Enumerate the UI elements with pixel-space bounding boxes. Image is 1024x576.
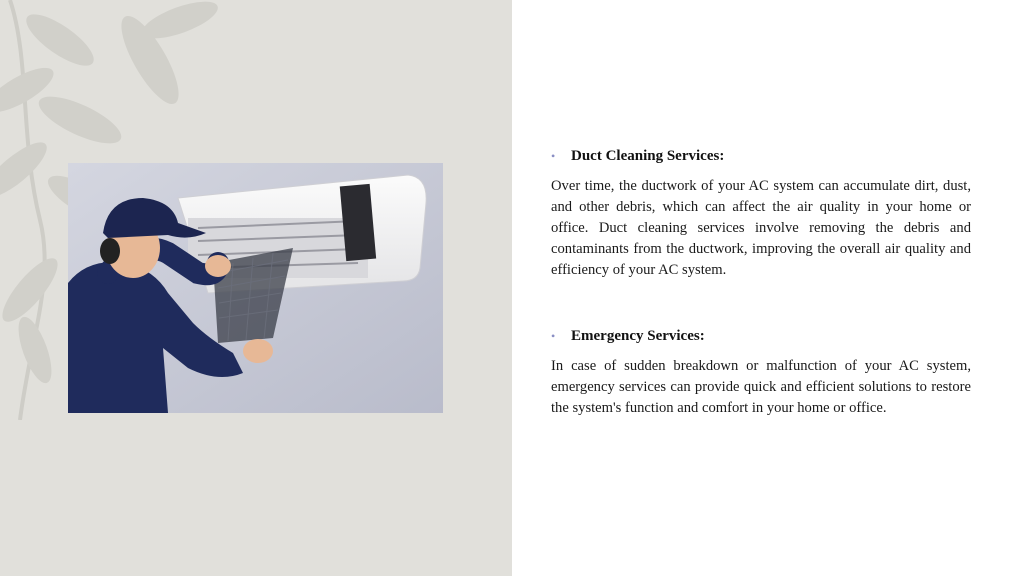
bullet-icon: • [551, 149, 556, 163]
section-heading-row [551, 146, 971, 166]
bullet-icon: • [551, 329, 556, 343]
section-heading: Duct Cleaning Services: [571, 148, 725, 164]
content-panel [512, 0, 1024, 576]
service-section-duct-cleaning [551, 146, 971, 281]
technician-ac-photo [68, 163, 443, 413]
section-heading-row [551, 326, 971, 346]
section-body: Over time, the ductwork of your AC system can accumulate dirt, dust, and other debris, which can affect the air quality in your home or office. Duct cleaning services involve removing the debris and contaminants from the ductwork, improving the overall air quality and efficiency of your AC system. [551, 178, 971, 278]
ac-technician-illustration [68, 163, 443, 413]
section-heading: Emergency Services: [571, 328, 705, 344]
service-section-emergency [551, 326, 971, 419]
section-body: In case of sudden breakdown or malfunction of your AC system, emergency services can provide quick and efficient solutions to restore the system's function and comfort in your home or office. [551, 358, 971, 416]
